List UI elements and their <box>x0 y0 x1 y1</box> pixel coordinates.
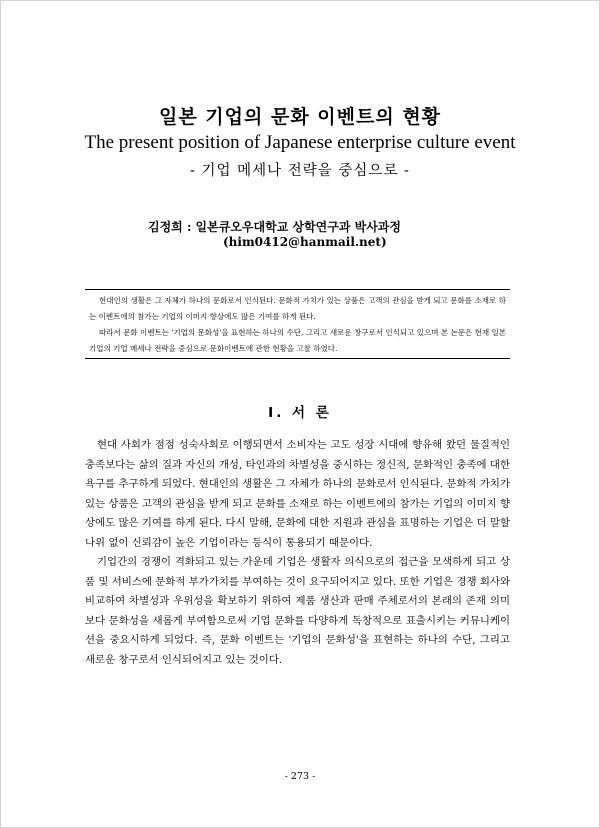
abstract-paragraph: 현대인의 생활은 그 자체가 하나의 문화로서 인식된다. 문화적 가치가 있는 상품은 고객의 관심을 받게 되고 문화를 소재로 하는 이벤트에의 참가는 기업의 이미지 향상에도 많은 기여를 하게 된다. <box>89 296 506 321</box>
body-text <box>85 436 510 670</box>
author-email: (him0412@hanmail.net) <box>223 235 387 249</box>
abstract-box <box>85 289 510 359</box>
paper-subtitle: - 기업 메세나 전략을 중심으로 - <box>190 163 410 179</box>
author-affiliation: 김정희 : 일본큐오우대학교 상학연구과 박사과정 <box>148 220 401 234</box>
page-number: - 273 - <box>284 771 316 782</box>
section-heading-introduction: Ⅰ. 서 론 <box>268 405 332 421</box>
body-paragraph: 기업간의 경쟁이 격화되고 있는 가운데 기업은 생활자 의식으로의 접근을 모색하게 되고 상품 및 서비스에 문화적 부가가치를 부여하는 것이 요구되어지고 있다. 또한 기업은 경쟁 회사와 비교하여 차별성과 우위성을 확보하기 위하여 제품 생산과 판매 주체로서의 본래의 존재 의미보다 문화성을 새롭게 부여함으로써 기업 문화를 다양하게 독창적으로 표출시키는 커뮤니케이션을 중요시하게 되었다. 즉, 문화 이벤트는 '기업의 문화성'을 표현하는 하나의 수단, 그리고 새로운 창구로서 인식되어지고 있는 것이다. <box>85 556 510 666</box>
abstract-paragraph: 따라서 문화 이벤트는 '기업의 문화성'을 표현하는 하나의 수단, 그리고 새로운 창구로서 인식되고 있으며 본 논문은 현재 일본 기업의 기업 메세나 전략을 중심으로 문화이벤트에 관한 현황을 고찰 하였다. <box>89 328 506 353</box>
body-paragraph: 현대 사회가 점점 성숙사회로 이행되면서 소비자는 고도 성장 시대에 향유해 왔던 물질적인 충족보다는 삶의 질과 자신의 개성, 타인과의 차별성을 중시하는 정신적, 문화적인 충족에 대한 욕구를 추구하게 되었다. 현대인의 생활은 그 자체가 하나의 문화로서 인식된다. 문화적 가치가 있는 상품은 고객의 관심을 받게 되고 문화를 소재로 하는 이벤트에의 참가는 기업의 이미지 향상에도 많은 기여를 하게 된다. 다시 말해, 문화에 대한 지원과 관심을 표명하는 기업은 더 말할 나위 없이 신뢰감이 높은 기업이라는 등식이 통용되기 때문이다. <box>85 439 510 549</box>
paper-title-korean: 일본 기업의 문화 이벤트의 현황 <box>158 106 442 128</box>
paper-title-english: The present position of Japanese enterprise culture event <box>84 132 516 153</box>
